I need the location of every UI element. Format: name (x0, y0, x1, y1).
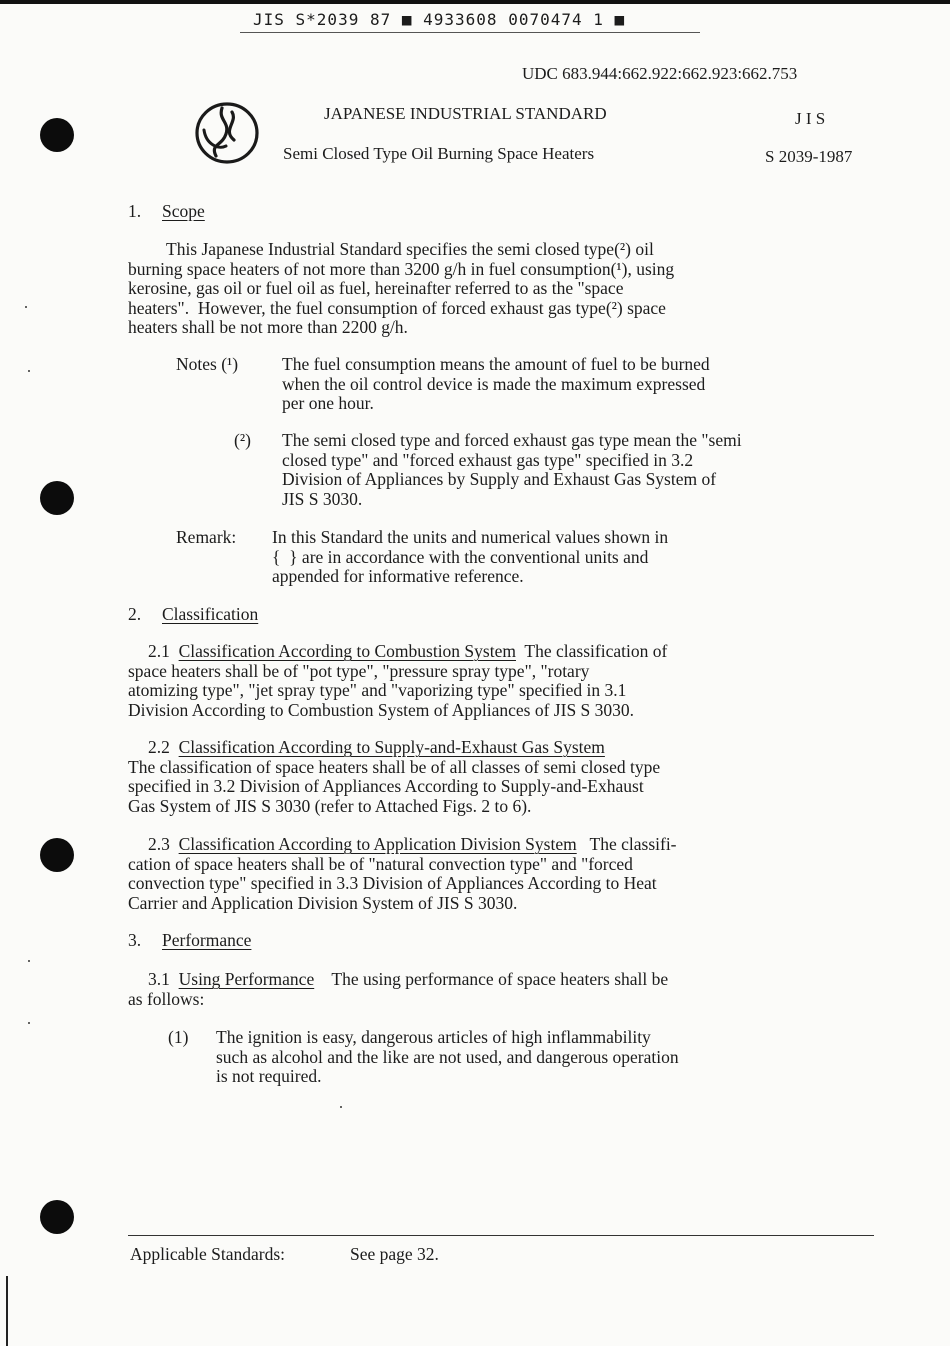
scan-speck (25, 306, 27, 308)
scan-speck (28, 960, 30, 962)
text-line: burning space heaters of not more than 3200 g/h in fuel consumption(¹), using (128, 258, 675, 279)
text-line: The ignition is easy, dangerous articles of high inflammability (216, 1027, 651, 1047)
clause-title: Using Performance (178, 969, 315, 989)
scan-header-rule (240, 32, 700, 33)
clause-number: 3.1 (148, 969, 170, 989)
clause-3-1-first-line (128, 970, 668, 990)
scan-speck (28, 1022, 30, 1024)
text-line: { } are in accordance with the conventional units and (272, 546, 649, 567)
text-line: Gas System of JIS S 3030 (refer to Attached Figs. 2 to 6). (128, 795, 532, 816)
notes-label: Notes (¹) (176, 354, 239, 374)
clause-2-3 (128, 835, 677, 913)
text-line: such as alcohol and the like are not used, and dangerous operation (216, 1046, 679, 1067)
remark-label: Remark: (176, 527, 237, 547)
text-line: JIS S 3030. (282, 488, 363, 509)
scan-speck (340, 1106, 342, 1108)
text-line: The semi closed type and forced exhaust gas type mean the "semi (282, 430, 742, 450)
clause-2-2-first-line (128, 738, 660, 758)
binder-hole (40, 1200, 74, 1234)
item-1-label: (1) (168, 1027, 189, 1047)
clause-number: 2.2 (148, 737, 170, 757)
text-line: space heaters shall be of "pot type", "pressure spray type", "rotary (128, 660, 590, 681)
footer-label: Applicable Standards: (130, 1244, 286, 1264)
text-line: appended for informative reference. (272, 566, 524, 586)
scan-header-code: JIS S*2039 87 ■ 4933608 0070474 1 ■ (253, 10, 626, 29)
clause-number: 2.1 (148, 641, 170, 661)
jis-mark: J I S (795, 109, 826, 128)
section-1-number: 1. (128, 201, 142, 221)
section-3-number: 3. (128, 930, 142, 950)
text-line: This Japanese Industrial Standard specifies the semi closed type(²) oil (166, 239, 654, 259)
text-line: Carrier and Application Division System of JIS S 3030. (128, 892, 518, 913)
top-edge-rule (0, 0, 950, 4)
text-line: convection type" specified in 3.3 Division of Appliances According to Heat (128, 873, 657, 893)
standard-code: S 2039-1987 (765, 147, 853, 166)
footer-value: See page 32. (350, 1244, 439, 1264)
text-line: The classification of space heaters shall be of all classes of semi closed type (128, 756, 661, 777)
text-tail: The classification of (515, 641, 668, 661)
clause-2-1 (128, 642, 667, 720)
clause-2-2 (128, 738, 660, 816)
text-line: specified in 3.2 Division of Appliances According to Supply-and-Exhaust (128, 776, 644, 796)
section-2-number: 2. (128, 604, 142, 624)
clause-title: Classification According to Supply-and-Exhaust Gas System (178, 737, 605, 757)
section-1-heading: Scope (162, 201, 205, 221)
text-line: Division According to Combustion System of Appliances of JIS S 3030. (128, 699, 635, 720)
clause-3-1 (128, 970, 668, 1009)
document-title: Semi Closed Type Oil Burning Space Heaters (283, 144, 595, 163)
jis-logo-icon (192, 100, 262, 166)
text-tail: The classifi- (576, 834, 677, 854)
text-line: cation of space heaters shall be of "natural convection type" and "forced (128, 853, 633, 874)
text-line: kerosine, gas oil or fuel oil as fuel, hereinafter referred to as the "space (128, 278, 624, 298)
binder-hole (40, 838, 74, 872)
udc-classification: UDC 683.944:662.922:662.923:662.753 (522, 64, 798, 83)
text-line: is not required. (216, 1066, 322, 1086)
scope-paragraph (128, 240, 674, 338)
clause-title: Classification According to Application Division System (178, 834, 577, 854)
text-line: closed type" and "forced exhaust gas type" specified in 3.2 (282, 449, 694, 470)
clause-number: 2.3 (148, 834, 170, 854)
remark-text (272, 528, 668, 587)
text-line: per one hour. (282, 393, 374, 413)
text-line: as follows: (128, 988, 205, 1009)
section-2-heading: Classification (162, 604, 259, 624)
binder-hole (40, 118, 74, 152)
note-2-label: (²) (234, 430, 251, 450)
standard-org: JAPANESE INDUSTRIAL STANDARD (324, 104, 607, 123)
text-line: atomizing type", "jet spray type" and "vaporizing type" specified in 3.1 (128, 680, 627, 700)
note-1 (282, 355, 710, 414)
clause-title: Classification According to Combustion System (178, 641, 516, 661)
footer-rule (128, 1235, 874, 1236)
text-line: Division of Appliances by Supply and Exhaust Gas System of (282, 469, 717, 489)
text-line: heaters shall be not more than 2200 g/h. (128, 317, 408, 337)
scan-edge-mark (6, 1276, 8, 1346)
binder-hole (40, 481, 74, 515)
clause-2-3-first-line (128, 835, 677, 855)
text-line: heaters". However, the fuel consumption of forced exhaust gas type(²) space (128, 297, 666, 318)
text-tail: The using performance of space heaters shall be (314, 969, 669, 989)
text-line: In this Standard the units and numerical values shown in (272, 527, 669, 547)
clause-2-1-first-line (128, 642, 667, 662)
note-2 (282, 431, 742, 509)
text-line: The fuel consumption means the amount of fuel to be burned (282, 354, 710, 374)
scan-speck (28, 370, 30, 372)
item-1 (216, 1028, 679, 1087)
section-3-heading: Performance (162, 930, 252, 950)
text-line: when the oil control device is made the maximum expressed (282, 373, 706, 394)
